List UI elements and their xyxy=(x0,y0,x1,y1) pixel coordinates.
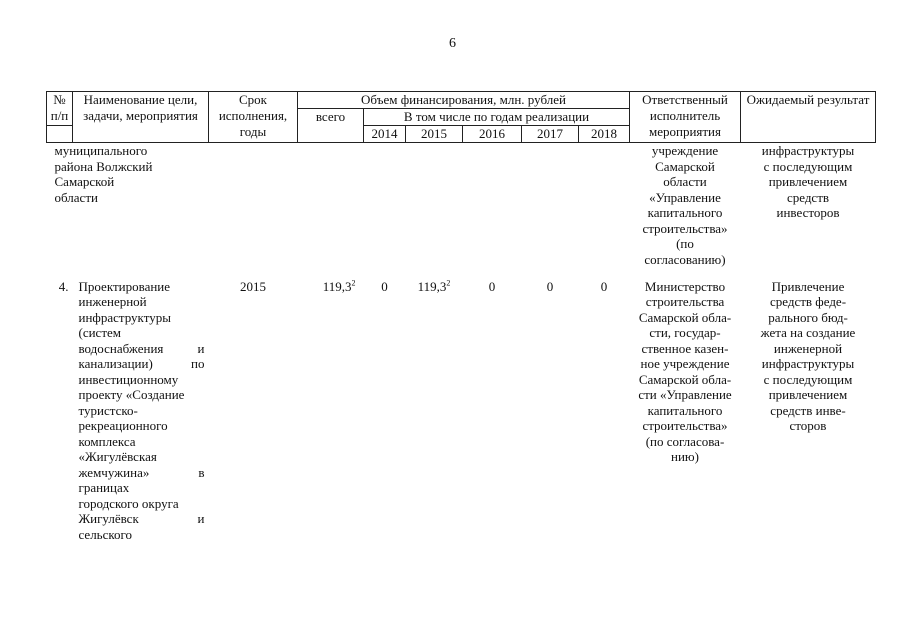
row-executor-line: капитального xyxy=(647,402,723,418)
row-result-line: средств феде- xyxy=(769,294,847,309)
row-2017 xyxy=(522,143,579,279)
row-name-line: рекреационного xyxy=(78,418,168,433)
row-result-line: привлечением xyxy=(768,387,848,402)
row-executor xyxy=(630,279,741,543)
table-row xyxy=(47,143,876,279)
row-term xyxy=(209,143,298,279)
header-col-term: Срок исполнения, годы xyxy=(209,92,298,143)
row-result-line: рального бюд- xyxy=(768,309,848,325)
row-2018: 0 xyxy=(600,278,608,294)
row-total xyxy=(298,143,364,279)
row-result xyxy=(741,143,876,279)
row-total-value: 119,3 xyxy=(322,278,352,294)
row-name-line: канализации) по xyxy=(78,356,205,371)
row-executor-line: строительства» xyxy=(642,418,728,433)
header-col-no: № п/п xyxy=(47,92,73,126)
row-name xyxy=(73,279,209,543)
row-name-line: района Волжский xyxy=(54,158,153,174)
page-number: 6 xyxy=(449,36,456,51)
row-executor xyxy=(630,143,741,279)
row-executor-line: Самарской обла- xyxy=(638,371,732,387)
row-2015-value: 119,3 xyxy=(417,278,447,294)
row-executor-line: (по xyxy=(676,236,694,251)
row-executor-line: нию) xyxy=(671,449,699,464)
row-result-line: инфраструктуры xyxy=(761,356,855,371)
row-name-line: границах xyxy=(78,480,130,495)
row-name-line: «Жигулёвская xyxy=(78,449,157,464)
row-2017: 0 xyxy=(546,278,554,294)
header-col-name: Наименование цели, задачи, мероприятия xyxy=(73,92,209,143)
row-executor-line: области xyxy=(663,174,707,189)
row-executor-line: сти «Управление xyxy=(638,387,732,402)
row-name xyxy=(54,143,209,279)
row-name-line: городского округа xyxy=(78,495,179,511)
row-name-line: инженерной xyxy=(78,294,147,309)
row-executor-line: Самарской обла- xyxy=(638,309,732,325)
row-result-line: средств инве- xyxy=(770,402,846,418)
row-result-line: привлечением xyxy=(768,174,848,189)
row-result-line: инженерной xyxy=(773,340,843,356)
header-col-result: Ожидаемый результат xyxy=(741,92,876,143)
row-2014: 0 xyxy=(381,278,388,294)
row-number: 4. xyxy=(58,278,69,294)
header-col-total: всего xyxy=(298,109,364,143)
row-executor-line: учреждение xyxy=(651,143,719,158)
row-2018 xyxy=(579,143,630,279)
row-name-line: области xyxy=(54,189,98,205)
row-name-line: (систем xyxy=(78,325,122,340)
header-row-1 xyxy=(47,92,876,109)
row-executor-line: сти, государ- xyxy=(649,325,721,340)
row-2014 xyxy=(364,143,406,279)
row-term: 2015 xyxy=(240,278,266,294)
header-col-executor: Ответственный исполнитель мероприятия xyxy=(630,92,741,143)
row-executor-line: Министерство xyxy=(644,278,726,294)
row-name-line: Проектирование xyxy=(78,278,171,294)
row-executor-line: согласованию) xyxy=(644,251,726,267)
row-executor-line: ное учреждение xyxy=(640,356,730,371)
row-executor-line: (по согласова- xyxy=(645,433,725,449)
row-result-line: сторов xyxy=(789,418,827,433)
header-col-no-cont xyxy=(47,126,73,143)
row-2016 xyxy=(463,143,522,279)
financing-table xyxy=(46,91,876,542)
row-name-line: сельского xyxy=(78,526,133,542)
row-name-line: комплекса xyxy=(78,433,136,449)
row-name-line: водоснабжения и xyxy=(78,340,205,356)
row-result xyxy=(741,279,876,543)
row-2015 xyxy=(406,143,463,279)
row-result-line: жета на создание xyxy=(760,325,856,340)
header-year-2017: 2017 xyxy=(522,126,579,143)
row-result-line: с последующим xyxy=(763,158,853,174)
row-result-line: средств xyxy=(786,189,830,205)
row-result-line: с последующим xyxy=(763,371,853,387)
row-result-line: инфраструктуры xyxy=(761,143,855,158)
row-result-line: инвесторов xyxy=(776,205,840,220)
row-name-line: проекту «Создание xyxy=(78,387,185,402)
row-result-line: Привлечение xyxy=(771,278,845,294)
row-total-footnote: 2 xyxy=(351,278,356,288)
header-year-2018: 2018 xyxy=(579,126,630,143)
row-executor-line: ственное казен- xyxy=(641,340,729,356)
header-year-2015: 2015 xyxy=(406,126,463,143)
row-executor-line: Самарской xyxy=(655,158,715,174)
row-name-line: жемчужина» в xyxy=(78,464,205,480)
row-name-line: туристско- xyxy=(78,402,138,418)
row-executor-line: строительства» xyxy=(642,220,728,236)
header-year-2014: 2014 xyxy=(364,126,406,143)
header-col-funding: Объем финансирования, млн. рублей xyxy=(298,92,630,109)
row-name-line: муниципального xyxy=(54,143,148,158)
row-name-line: Самарской xyxy=(54,174,115,189)
row-total xyxy=(298,279,364,543)
row-executor-line: капитального xyxy=(647,205,723,220)
row-executor-line: «Управление xyxy=(649,189,721,205)
row-executor-line: строительства xyxy=(645,294,725,309)
row-2015 xyxy=(406,279,463,543)
row-name-line: инвестиционному xyxy=(78,371,179,387)
header-col-by-years: В том числе по годам реализации xyxy=(364,109,630,126)
row-2016: 0 xyxy=(488,278,496,294)
table-row xyxy=(47,279,876,543)
row-name-line: инфраструктуры xyxy=(78,309,171,325)
row-2015-footnote: 2 xyxy=(446,278,451,288)
row-name-line: Жигулёвск и xyxy=(78,511,205,526)
header-year-2016: 2016 xyxy=(463,126,522,143)
